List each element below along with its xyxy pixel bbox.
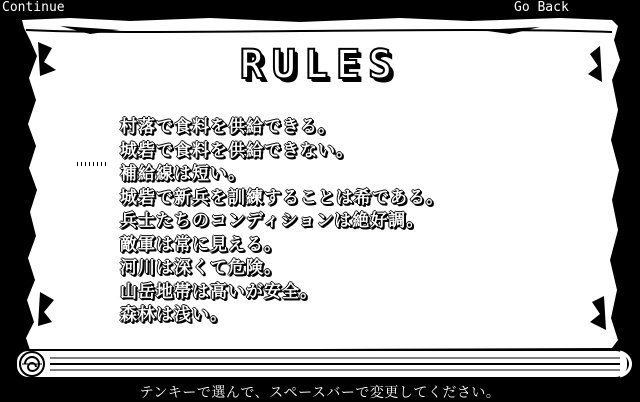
selection-cursor-icon	[64, 157, 120, 171]
rules-list	[120, 116, 444, 328]
roller-spiral-icon	[20, 352, 44, 376]
go-back-button[interactable]: Go Back	[514, 0, 569, 15]
rule-item[interactable]: 森林は浅い。	[120, 305, 228, 325]
rule-item-selected[interactable]: 補給線は短い。	[120, 164, 246, 184]
rule-item[interactable]: 河川は深くて危険。	[120, 258, 282, 278]
rule-item[interactable]: 兵士たちのコンディションは絶好調。	[120, 211, 425, 231]
rule-item[interactable]: 城砦で食料を供給できない。	[120, 140, 354, 161]
rule-item[interactable]: 山岳地帯は高いが安全。	[120, 281, 318, 302]
instruction-hint: テンキーで選んで、スペースバーで変更してください。	[139, 385, 501, 401]
rule-item[interactable]: 村落で食料を供給できる。	[120, 117, 336, 137]
rule-item[interactable]: 敵軍は常に見える。	[120, 234, 282, 255]
rule-item[interactable]: 城砦で新兵を訓練することは希である。	[120, 187, 444, 208]
continue-button[interactable]: Continue	[2, 0, 65, 15]
rules-title: RULES	[239, 42, 401, 88]
